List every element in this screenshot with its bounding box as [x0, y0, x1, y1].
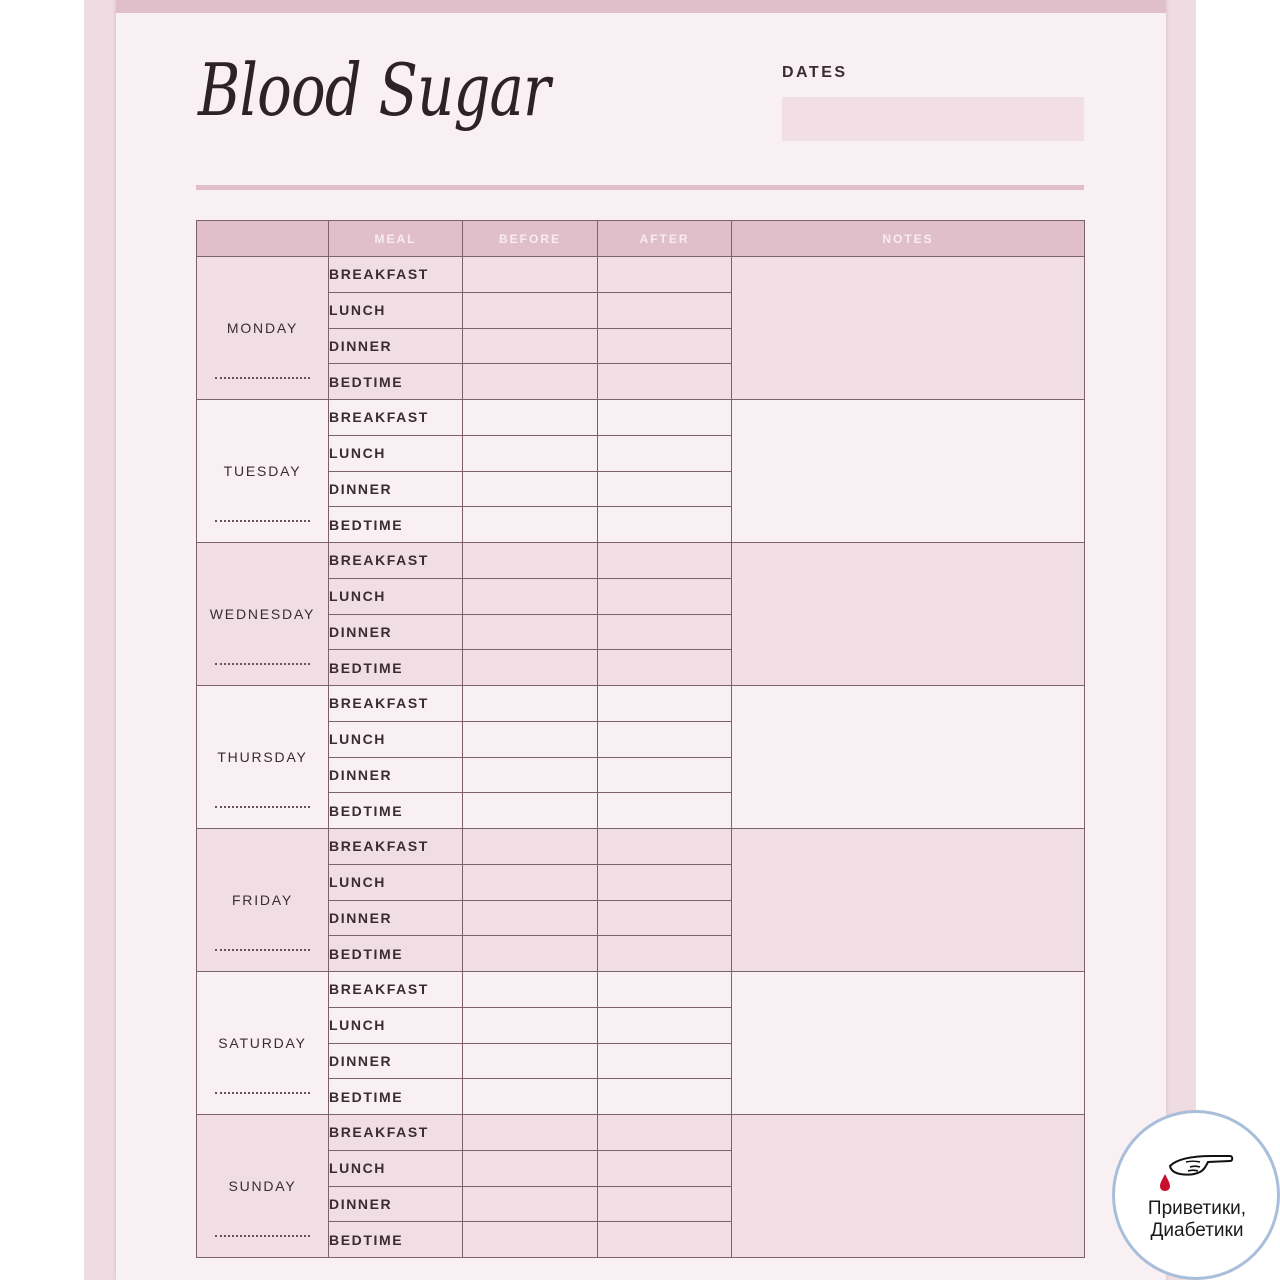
meal-label: BEDTIME — [329, 1079, 463, 1115]
table-body — [197, 257, 1085, 1258]
day-label: TUESDAY — [223, 463, 302, 479]
before-reading-cell[interactable] — [463, 900, 598, 936]
before-reading-cell[interactable] — [463, 471, 598, 507]
blood-sugar-log-table — [196, 220, 1085, 1258]
meal-label: DINNER — [329, 757, 463, 793]
after-reading-cell[interactable] — [598, 829, 732, 865]
after-reading-cell[interactable] — [598, 972, 732, 1008]
meal-label: BEDTIME — [329, 1222, 463, 1258]
meal-label: BREAKFAST — [329, 400, 463, 436]
badge-line-1: Приветики, — [1147, 1198, 1247, 1219]
before-reading-cell[interactable] — [463, 257, 598, 293]
meal-label: LUNCH — [329, 1007, 463, 1043]
table-row — [197, 829, 1085, 865]
notes-cell[interactable] — [732, 400, 1085, 543]
sheet-top-bar — [116, 0, 1166, 13]
notes-cell[interactable] — [732, 972, 1085, 1115]
before-reading-cell[interactable] — [463, 757, 598, 793]
header-before: BEFORE — [463, 221, 598, 257]
after-reading-cell[interactable] — [598, 471, 732, 507]
finger-blood-drop-icon — [1156, 1144, 1236, 1196]
before-reading-cell[interactable] — [463, 543, 598, 579]
before-reading-cell[interactable] — [463, 650, 598, 686]
table-row — [197, 257, 1085, 293]
table-row — [197, 400, 1085, 436]
after-reading-cell[interactable] — [598, 757, 732, 793]
meal-label: BREAKFAST — [329, 257, 463, 293]
header-day — [197, 221, 329, 257]
notes-cell[interactable] — [732, 829, 1085, 972]
day-cell — [197, 257, 329, 400]
before-reading-cell[interactable] — [463, 328, 598, 364]
meal-label: LUNCH — [329, 292, 463, 328]
before-reading-cell[interactable] — [463, 1007, 598, 1043]
date-dotted-line[interactable] — [215, 1092, 310, 1094]
meal-label: LUNCH — [329, 864, 463, 900]
before-reading-cell[interactable] — [463, 400, 598, 436]
before-reading-cell[interactable] — [463, 1043, 598, 1079]
after-reading-cell[interactable] — [598, 793, 732, 829]
after-reading-cell[interactable] — [598, 257, 732, 293]
dates-label: DATES — [782, 64, 848, 81]
table-row — [197, 1115, 1085, 1151]
after-reading-cell[interactable] — [598, 900, 732, 936]
meal-label: BREAKFAST — [329, 1115, 463, 1151]
after-reading-cell[interactable] — [598, 507, 732, 543]
after-reading-cell[interactable] — [598, 1115, 732, 1151]
after-reading-cell[interactable] — [598, 400, 732, 436]
before-reading-cell[interactable] — [463, 435, 598, 471]
before-reading-cell[interactable] — [463, 1079, 598, 1115]
day-cell — [197, 1115, 329, 1258]
before-reading-cell[interactable] — [463, 614, 598, 650]
header-after: AFTER — [598, 221, 732, 257]
after-reading-cell[interactable] — [598, 936, 732, 972]
after-reading-cell[interactable] — [598, 1007, 732, 1043]
table-row — [197, 972, 1085, 1008]
notes-cell[interactable] — [732, 686, 1085, 829]
before-reading-cell[interactable] — [463, 936, 598, 972]
after-reading-cell[interactable] — [598, 721, 732, 757]
before-reading-cell[interactable] — [463, 364, 598, 400]
date-dotted-line[interactable] — [215, 663, 310, 665]
before-reading-cell[interactable] — [463, 578, 598, 614]
dates-field[interactable] — [782, 97, 1084, 141]
after-reading-cell[interactable] — [598, 543, 732, 579]
meal-label: DINNER — [329, 1186, 463, 1222]
before-reading-cell[interactable] — [463, 1150, 598, 1186]
before-reading-cell[interactable] — [463, 1115, 598, 1151]
header-meal: MEAL — [329, 221, 463, 257]
day-label: WEDNESDAY — [209, 606, 316, 622]
after-reading-cell[interactable] — [598, 1079, 732, 1115]
meal-label: LUNCH — [329, 1150, 463, 1186]
before-reading-cell[interactable] — [463, 1186, 598, 1222]
day-label: MONDAY — [226, 320, 299, 336]
meal-label: DINNER — [329, 471, 463, 507]
after-reading-cell[interactable] — [598, 364, 732, 400]
meal-label: BREAKFAST — [329, 972, 463, 1008]
table-header-row — [197, 221, 1085, 257]
after-reading-cell[interactable] — [598, 614, 732, 650]
after-reading-cell[interactable] — [598, 328, 732, 364]
table-row — [197, 543, 1085, 579]
before-reading-cell[interactable] — [463, 721, 598, 757]
notes-cell[interactable] — [732, 543, 1085, 686]
meal-label: BREAKFAST — [329, 543, 463, 579]
date-dotted-line[interactable] — [215, 1235, 310, 1237]
meal-label: BEDTIME — [329, 936, 463, 972]
after-reading-cell[interactable] — [598, 686, 732, 722]
day-cell — [197, 972, 329, 1115]
day-cell — [197, 400, 329, 543]
before-reading-cell[interactable] — [463, 864, 598, 900]
meal-label: DINNER — [329, 328, 463, 364]
notes-cell[interactable] — [732, 257, 1085, 400]
date-dotted-line[interactable] — [215, 377, 310, 379]
day-label: SUNDAY — [228, 1178, 297, 1194]
after-reading-cell[interactable] — [598, 1186, 732, 1222]
meal-label: LUNCH — [329, 435, 463, 471]
before-reading-cell[interactable] — [463, 972, 598, 1008]
meal-label: BREAKFAST — [329, 829, 463, 865]
notes-cell[interactable] — [732, 1115, 1085, 1258]
before-reading-cell[interactable] — [463, 1222, 598, 1258]
after-reading-cell[interactable] — [598, 1043, 732, 1079]
title-divider — [196, 185, 1084, 190]
day-cell — [197, 543, 329, 686]
meal-label: DINNER — [329, 1043, 463, 1079]
day-label: SATURDAY — [218, 1035, 307, 1051]
meal-label: BEDTIME — [329, 507, 463, 543]
after-reading-cell[interactable] — [598, 292, 732, 328]
before-reading-cell[interactable] — [463, 829, 598, 865]
day-label: THURSDAY — [217, 749, 308, 765]
before-reading-cell[interactable] — [463, 793, 598, 829]
before-reading-cell[interactable] — [463, 686, 598, 722]
day-cell — [197, 829, 329, 972]
after-reading-cell[interactable] — [598, 578, 732, 614]
after-reading-cell[interactable] — [598, 1222, 732, 1258]
meal-label: BEDTIME — [329, 793, 463, 829]
table-row — [197, 686, 1085, 722]
date-dotted-line[interactable] — [215, 949, 310, 951]
meal-label: BREAKFAST — [329, 686, 463, 722]
header-notes: NOTES — [732, 221, 1085, 257]
page-title: Blood Sugar — [198, 48, 550, 132]
before-reading-cell[interactable] — [463, 292, 598, 328]
meal-label: DINNER — [329, 614, 463, 650]
date-dotted-line[interactable] — [215, 520, 310, 522]
date-dotted-line[interactable] — [215, 806, 310, 808]
meal-label: BEDTIME — [329, 650, 463, 686]
badge-caption — [1120, 1198, 1274, 1242]
day-label: FRIDAY — [231, 892, 294, 908]
meal-label: LUNCH — [329, 721, 463, 757]
after-reading-cell[interactable] — [598, 650, 732, 686]
before-reading-cell[interactable] — [463, 507, 598, 543]
after-reading-cell[interactable] — [598, 1150, 732, 1186]
after-reading-cell[interactable] — [598, 435, 732, 471]
meal-label: BEDTIME — [329, 364, 463, 400]
meal-label: DINNER — [329, 900, 463, 936]
meal-label: LUNCH — [329, 578, 463, 614]
badge-line-2: Диабетики — [1150, 1220, 1244, 1241]
day-cell — [197, 686, 329, 829]
after-reading-cell[interactable] — [598, 864, 732, 900]
